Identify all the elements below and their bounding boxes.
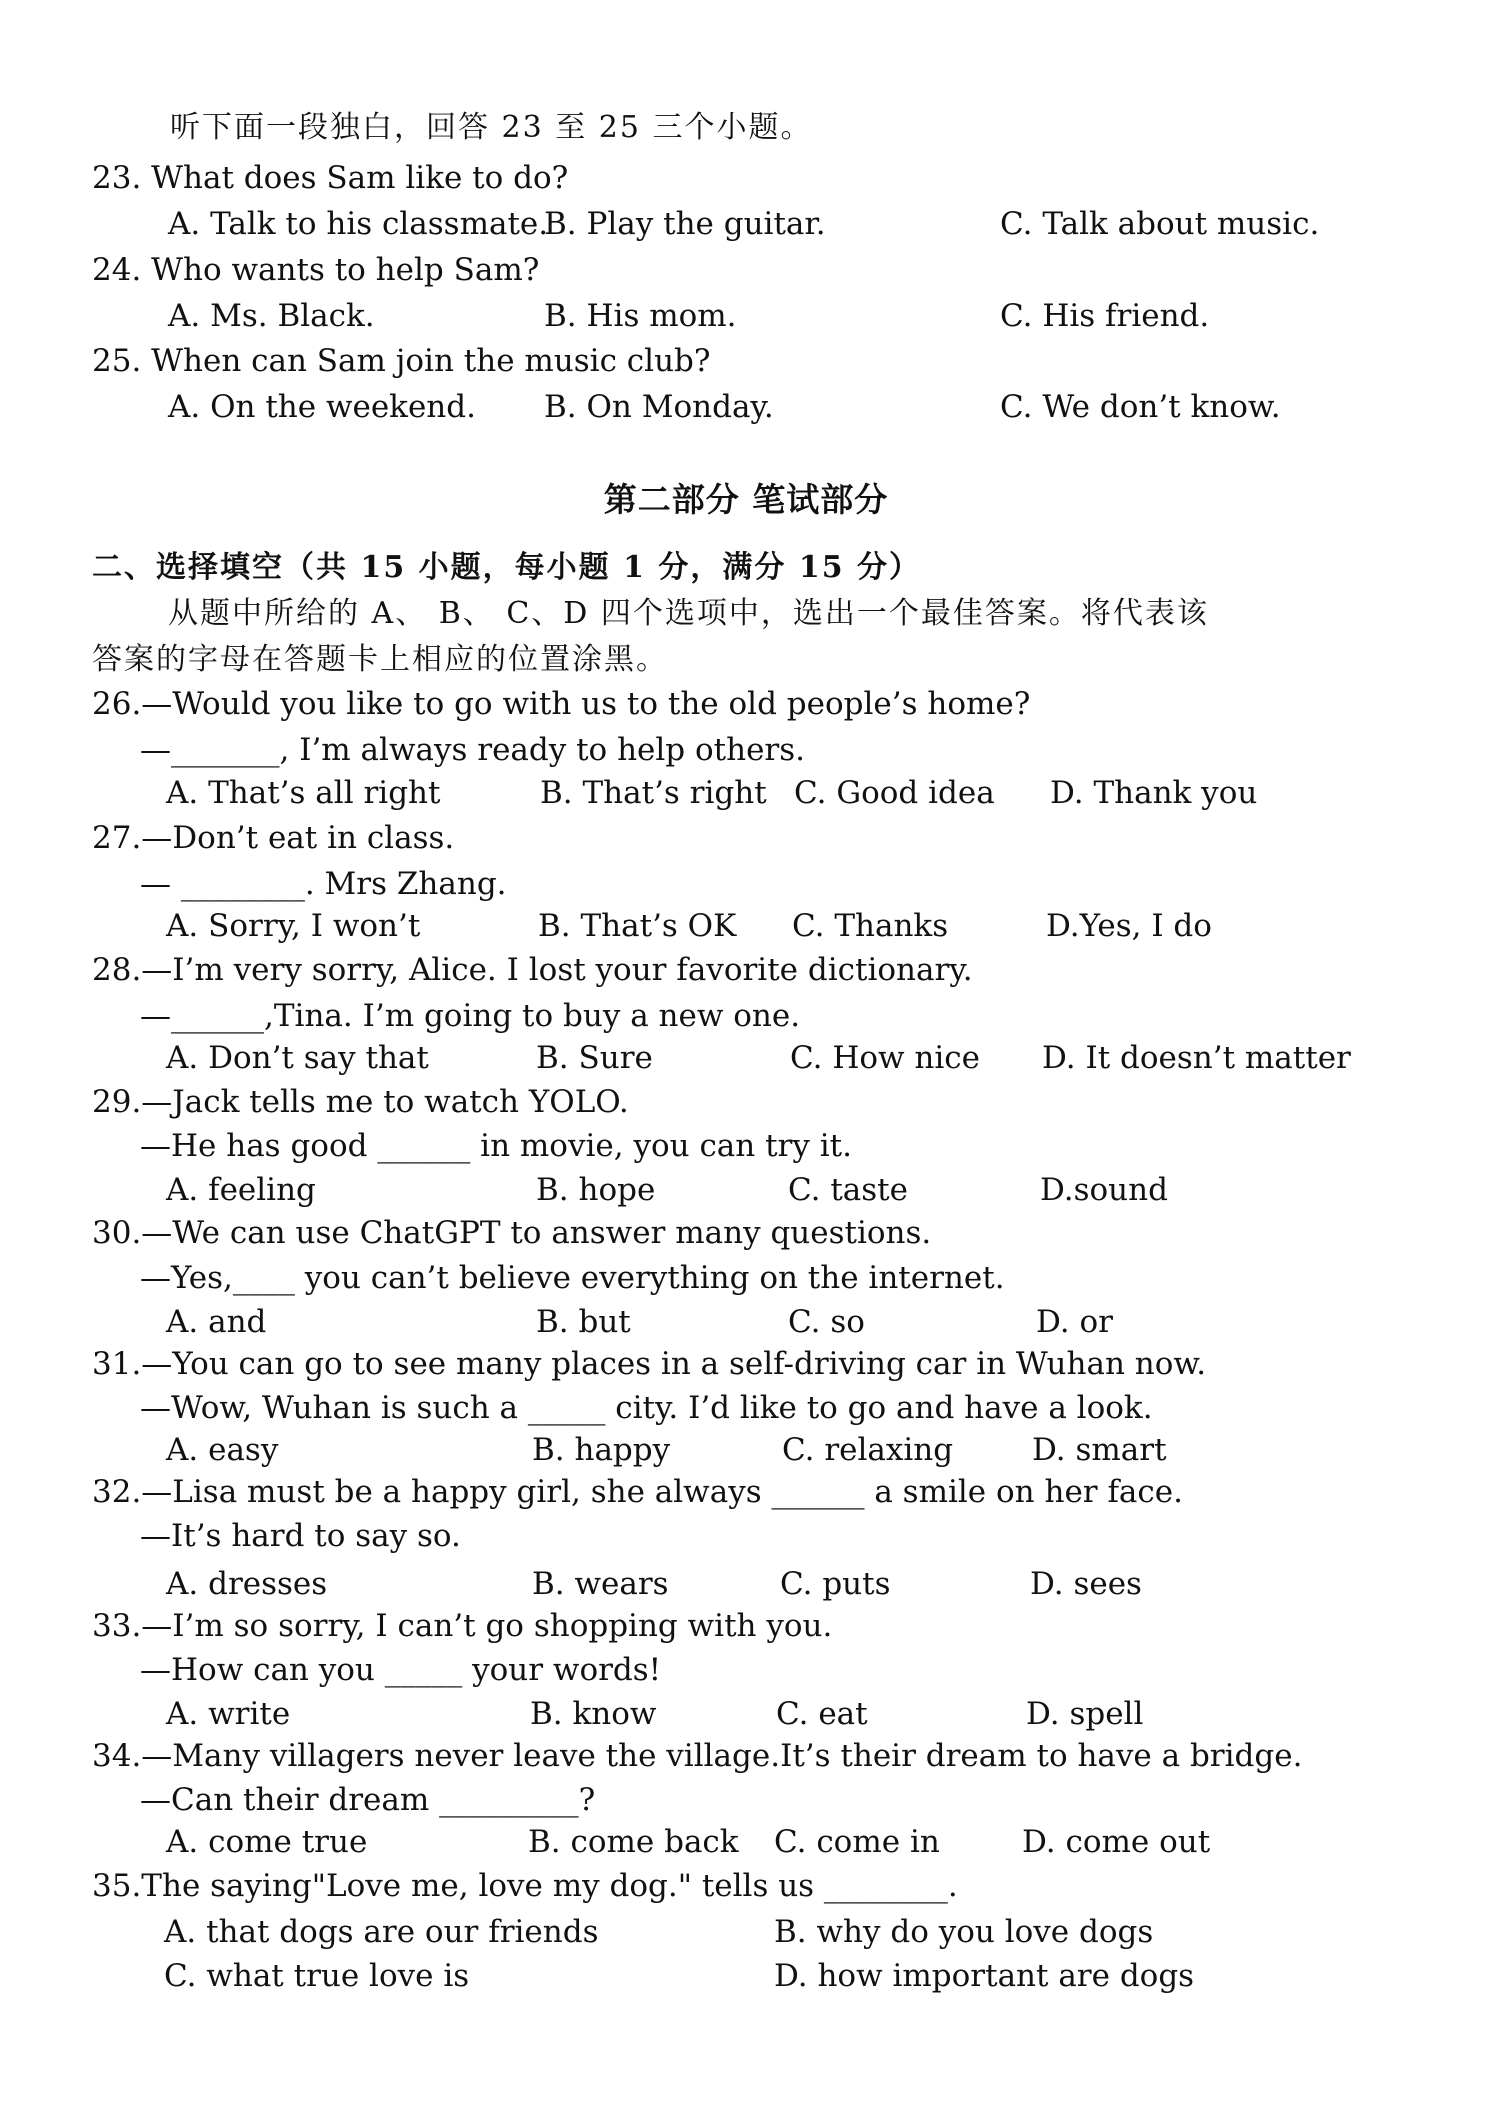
question-26-options xyxy=(0,773,1492,813)
question-25-options xyxy=(0,387,1492,427)
question-28-options xyxy=(0,1038,1492,1078)
option-25-b[interactable]: B. On Monday. xyxy=(544,389,774,425)
question-31-line2: —Wow, Wuhan is such a _____ city. I’d like to go and have a look. xyxy=(140,1390,1153,1426)
option-35-c[interactable]: C. what true love is xyxy=(164,1958,470,1994)
question-32-line2: —It’s hard to say so. xyxy=(140,1518,461,1554)
question-35-line1: 35.The saying"Love me, love my dog." tells us ________. xyxy=(92,1868,958,1904)
option-25-a[interactable]: A. On the weekend. xyxy=(168,389,476,425)
question-29-options xyxy=(0,1170,1492,1210)
question-31-options xyxy=(0,1430,1492,1470)
option-32-b[interactable]: B. wears xyxy=(532,1566,669,1602)
question-30-line2: —Yes,____ you can’t believe everything on the internet. xyxy=(140,1260,1005,1296)
option-27-b[interactable]: B. That’s OK xyxy=(538,908,737,944)
section-instruction-line2: 答案的字母在答题卡上相应的位置涂黑。 xyxy=(92,642,668,677)
option-24-a[interactable]: A. Ms. Black. xyxy=(168,298,375,334)
option-29-c[interactable]: C. taste xyxy=(788,1172,908,1208)
question-26-line2: —_______, I’m always ready to help others. xyxy=(140,732,806,768)
question-29-line2: —He has good ______ in movie, you can try it. xyxy=(140,1128,852,1164)
listening-instruction: 听下面一段独白，回答 23 至 25 三个小题。 xyxy=(170,110,813,145)
option-34-d[interactable]: D. come out xyxy=(1022,1824,1211,1860)
question-35-options-row2 xyxy=(0,1956,1492,1996)
option-33-a[interactable]: A. write xyxy=(166,1696,291,1732)
question-33-line2: —How can you _____ your words! xyxy=(140,1652,662,1688)
option-31-d[interactable]: D. smart xyxy=(1032,1432,1167,1468)
option-32-a[interactable]: A. dresses xyxy=(166,1566,328,1602)
option-30-c[interactable]: C. so xyxy=(788,1304,865,1340)
option-23-a[interactable]: A. Talk to his classmate. xyxy=(168,206,549,242)
section-instruction-line1: 从题中所给的 A、 B、 C、D 四个选项中，选出一个最佳答案。将代表该 xyxy=(168,596,1209,631)
question-31-line1: 31.—You can go to see many places in a self-driving car in Wuhan now. xyxy=(92,1346,1207,1382)
option-28-b[interactable]: B. Sure xyxy=(536,1040,653,1076)
question-34-line1: 34.—Many villagers never leave the village.It’s their dream to have a bridge. xyxy=(92,1738,1303,1774)
option-33-d[interactable]: D. spell xyxy=(1026,1696,1144,1732)
option-27-c[interactable]: C. Thanks xyxy=(792,908,949,944)
question-32-options xyxy=(0,1564,1492,1604)
option-27-a[interactable]: A. Sorry, I won’t xyxy=(166,908,421,944)
option-23-c[interactable]: C. Talk about music. xyxy=(1000,206,1320,242)
option-31-c[interactable]: C. relaxing xyxy=(782,1432,954,1468)
option-28-c[interactable]: C. How nice xyxy=(790,1040,980,1076)
question-28-line2: —______,Tina. I’m going to buy a new one. xyxy=(140,998,801,1034)
option-32-c[interactable]: C. puts xyxy=(780,1566,891,1602)
option-28-a[interactable]: A. Don’t say that xyxy=(166,1040,429,1076)
option-26-a[interactable]: A. That’s all right xyxy=(166,775,441,811)
option-26-c[interactable]: C. Good idea xyxy=(794,775,995,811)
option-28-d[interactable]: D. It doesn’t matter xyxy=(1042,1040,1351,1076)
option-33-b[interactable]: B. know xyxy=(530,1696,657,1732)
option-30-a[interactable]: A. and xyxy=(166,1304,267,1340)
option-26-b[interactable]: B. That’s right xyxy=(540,775,767,811)
section-heading: 二、选择填空（共 15 小题，每小题 1 分，满分 15 分） xyxy=(92,550,922,585)
option-34-c[interactable]: C. come in xyxy=(774,1824,940,1860)
question-30-options xyxy=(0,1302,1492,1342)
question-30-line1: 30.—We can use ChatGPT to answer many questions. xyxy=(92,1215,932,1251)
option-29-b[interactable]: B. hope xyxy=(536,1172,656,1208)
question-26-line1: 26.—Would you like to go with us to the old people’s home? xyxy=(92,686,1031,722)
option-30-b[interactable]: B. but xyxy=(536,1304,631,1340)
option-33-c[interactable]: C. eat xyxy=(776,1696,868,1732)
question-33-options xyxy=(0,1694,1492,1734)
option-24-b[interactable]: B. His mom. xyxy=(544,298,737,334)
question-24-stem: 24. Who wants to help Sam? xyxy=(92,252,540,288)
option-26-d[interactable]: D. Thank you xyxy=(1050,775,1258,811)
option-35-b[interactable]: B. why do you love dogs xyxy=(774,1914,1154,1950)
option-25-c[interactable]: C. We don’t know. xyxy=(1000,389,1281,425)
question-25-stem: 25. When can Sam join the music club? xyxy=(92,343,711,379)
question-24-options xyxy=(0,296,1492,336)
question-27-options xyxy=(0,906,1492,946)
question-29-line1: 29.—Jack tells me to watch YOLO. xyxy=(92,1084,629,1120)
option-27-d[interactable]: D.Yes, I do xyxy=(1046,908,1212,944)
question-23-stem: 23. What does Sam like to do? xyxy=(92,160,569,196)
option-31-a[interactable]: A. easy xyxy=(166,1432,279,1468)
option-30-d[interactable]: D. or xyxy=(1036,1304,1113,1340)
question-34-line2: —Can their dream _________? xyxy=(140,1782,596,1818)
part-two-title: 第二部分 笔试部分 xyxy=(603,480,889,519)
option-23-b[interactable]: B. Play the guitar. xyxy=(544,206,826,242)
option-35-d[interactable]: D. how important are dogs xyxy=(774,1958,1195,1994)
question-27-line2: — ________. Mrs Zhang. xyxy=(140,866,507,902)
question-32-line1: 32.—Lisa must be a happy girl, she always ______ a smile on her face. xyxy=(92,1474,1183,1510)
option-34-b[interactable]: B. come back xyxy=(528,1824,739,1860)
option-29-d[interactable]: D.sound xyxy=(1040,1172,1168,1208)
question-27-line1: 27.—Don’t eat in class. xyxy=(92,820,455,856)
option-35-a[interactable]: A. that dogs are our friends xyxy=(164,1914,599,1950)
option-32-d[interactable]: D. sees xyxy=(1030,1566,1142,1602)
option-31-b[interactable]: B. happy xyxy=(532,1432,671,1468)
question-34-options xyxy=(0,1822,1492,1862)
question-28-line1: 28.—I’m very sorry, Alice. I lost your favorite dictionary. xyxy=(92,952,973,988)
option-29-a[interactable]: A. feeling xyxy=(166,1172,316,1208)
option-24-c[interactable]: C. His friend. xyxy=(1000,298,1210,334)
question-33-line1: 33.—I’m so sorry, I can’t go shopping with you. xyxy=(92,1608,833,1644)
option-34-a[interactable]: A. come true xyxy=(166,1824,368,1860)
question-23-options xyxy=(0,204,1492,244)
question-35-options-row1 xyxy=(0,1912,1492,1952)
